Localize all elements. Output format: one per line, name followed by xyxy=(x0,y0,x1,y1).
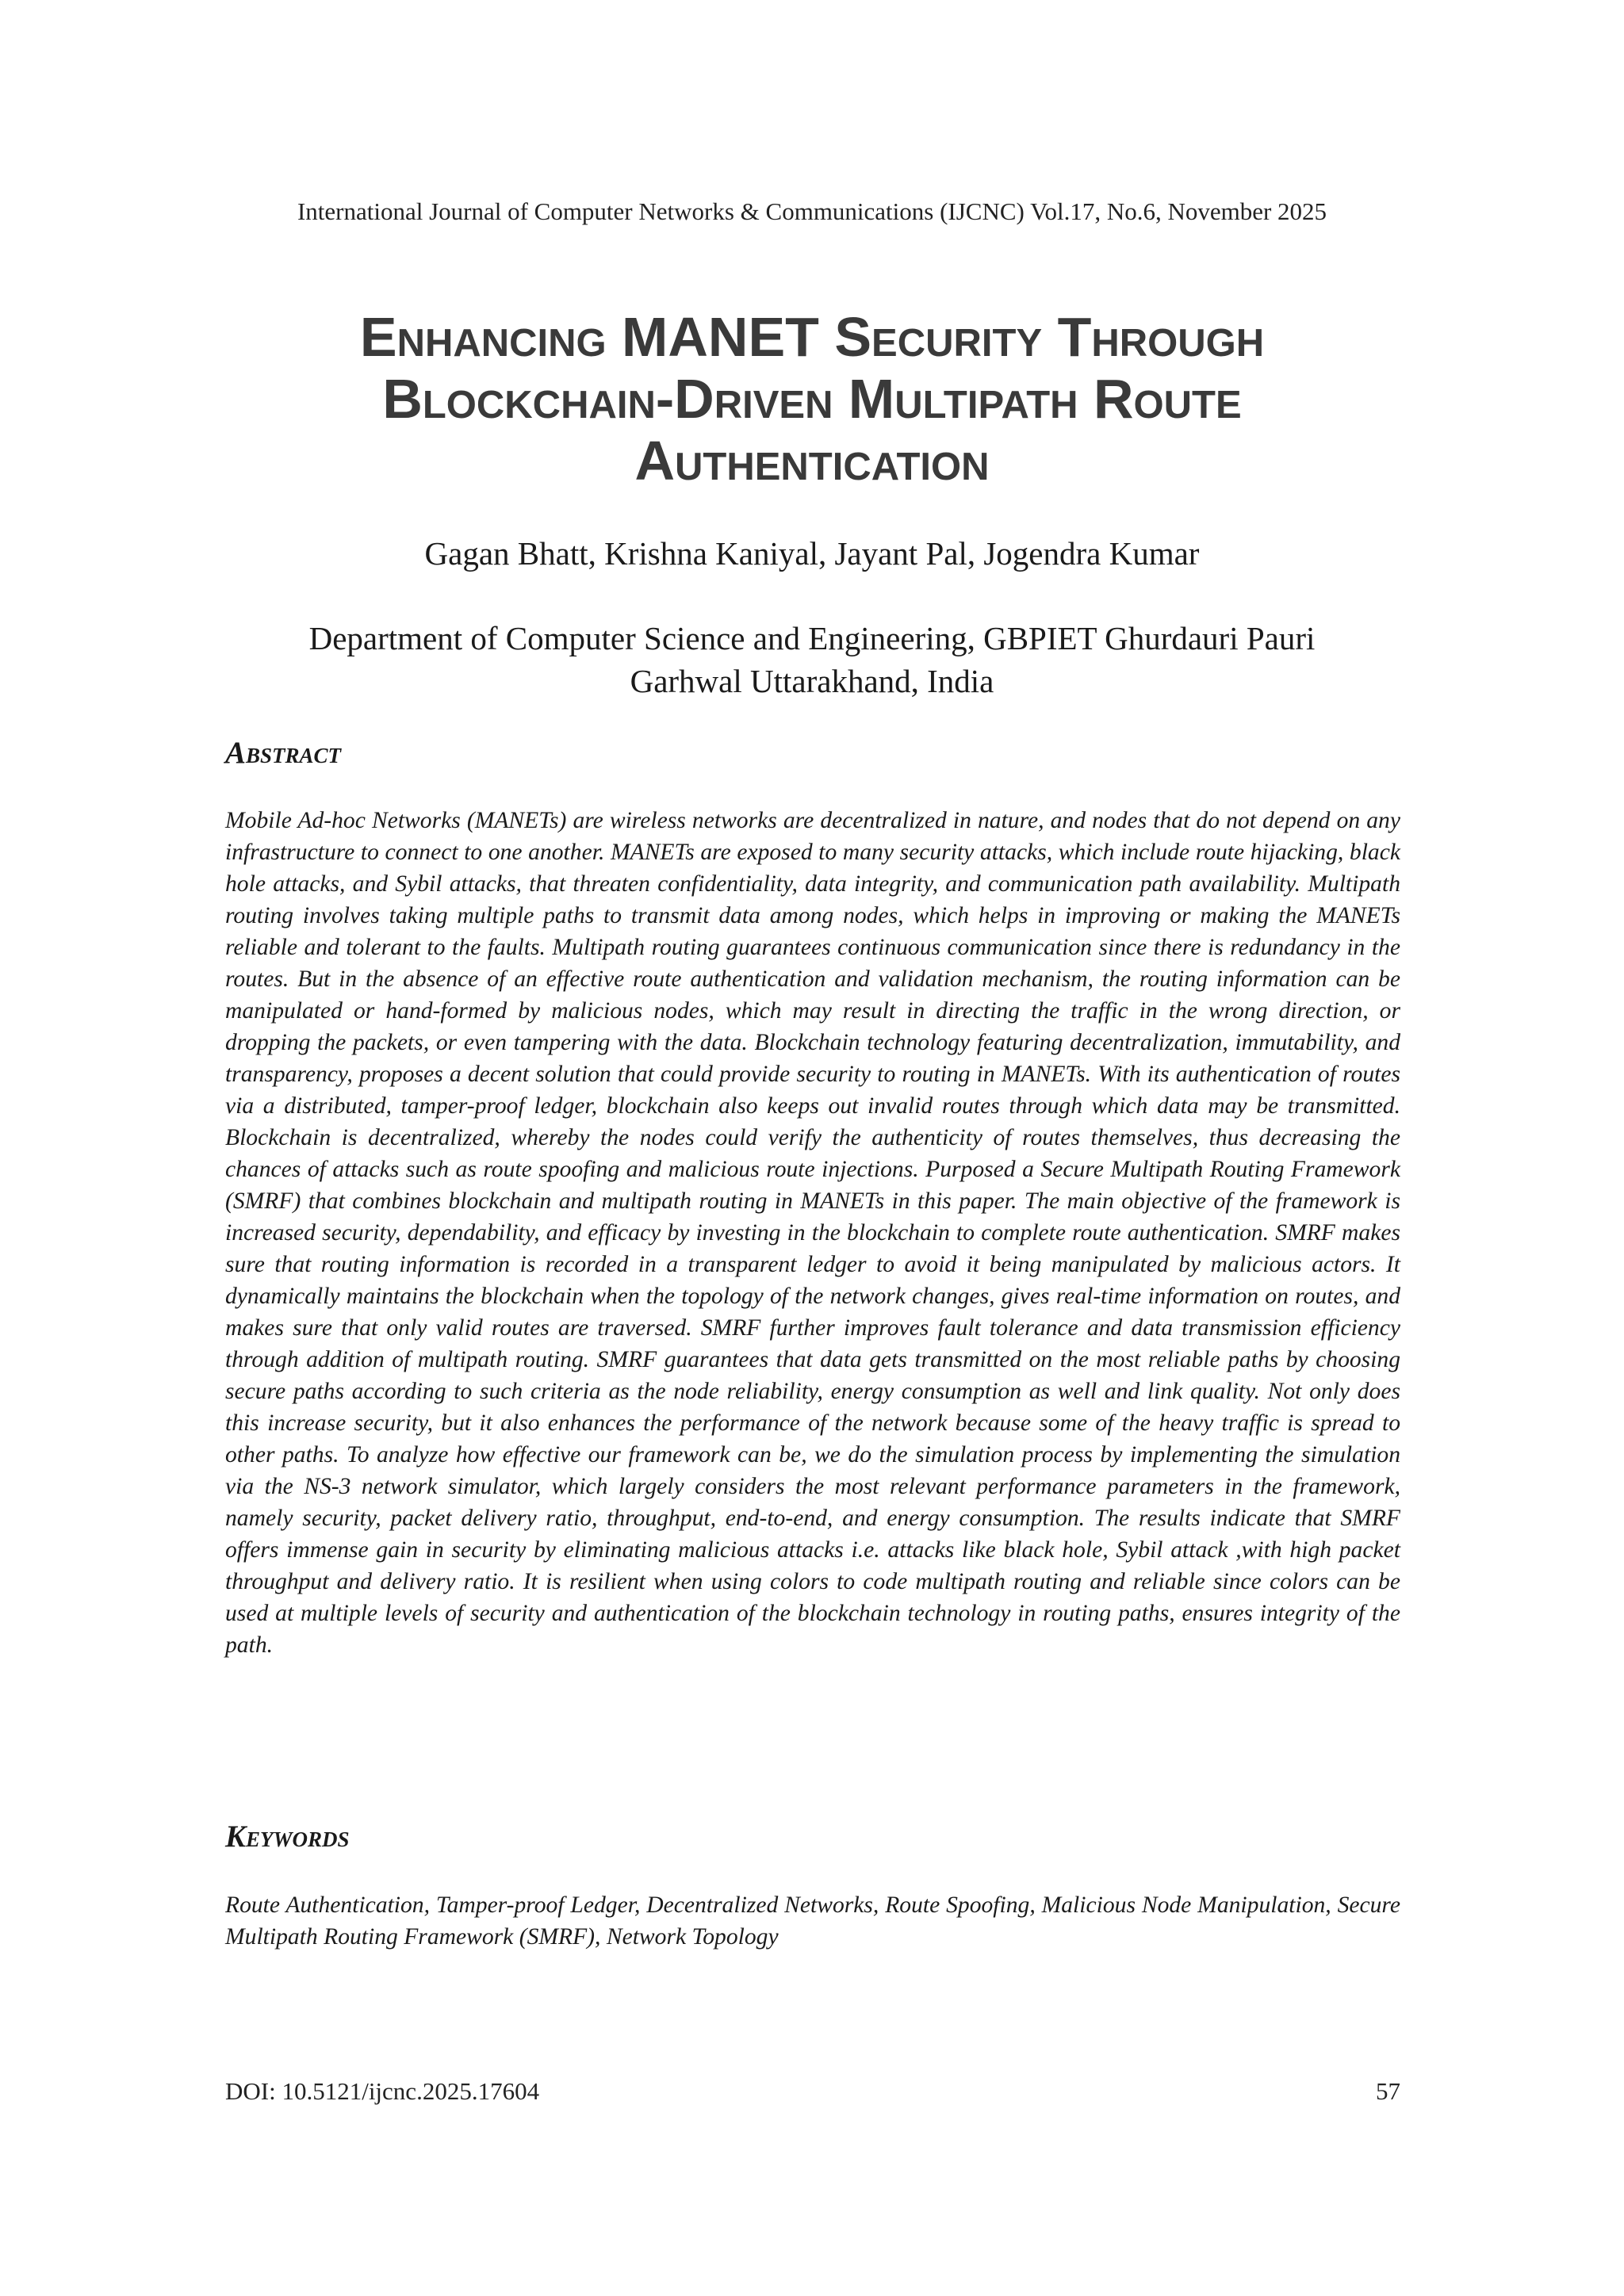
title-line-1: Enhancing MANET Security Through xyxy=(359,306,1265,368)
affiliation-line-2: Garhwal Uttarakhand, India xyxy=(630,663,994,699)
running-header: International Journal of Computer Networks & Communications (IJCNC) Vol.17, No.6, November 2025 xyxy=(297,197,1327,225)
keywords-text: Route Authentication, Tamper-proof Ledger, Decentralized Networks, Route Spoofing, Malicious Node Manipulation, Secure Multipath Routing Framework (SMRF), Network Topology xyxy=(225,1892,1400,1950)
paper-title xyxy=(159,306,1465,492)
abstract-heading: Abstract xyxy=(225,736,342,770)
abstract-text: Mobile Ad-hoc Networks (MANETs) are wireless networks are decentralized in nature, and nodes that do not depend on any infrastructure to connect to one another. MANETs are exposed to many security attacks, which include route hijacking, black hole attacks, and Sybil attacks, that threaten confidentiality, data integrity, and communication path availability. Multipath routing involves taking multiple paths to transmit data among nodes, which helps in improving or making the MANETs reliable and tolerant to the faults. Multipath routing guarantees continuous communication since there is redundancy in the routes. But in the absence of an effective route authentication and validation mechanism, the routing information can be manipulated or hand-formed by malicious nodes, which may result in directing the traffic in the wrong direction, or dropping the packets, or even tampering with the data. Blockchain technology featuring decentralization, immutability, and transparency, proposes a decent solution that could provide security to routing in MANETs. With its authentication of routes via a distributed, tamper-proof ledger, blockchain also keeps out invalid routes through which data may be transmitted. Blockchain is decentralized, whereby the nodes could verify the authenticity of routes themselves, thus decreasing the chances of attacks such as route spoofing and malicious route injections. Purposed a Secure Multipath Routing Framework (SMRF) that combines blockchain and multipath routing in MANETs in this paper. The main objective of the framework is increased security, dependability, and efficacy by investing in the blockchain to complete route authentication. SMRF makes sure that routing information is recorded in a transparent ledger to avoid it being manipulated by malicious actors. It dynamically maintains the blockchain when the topology of the network changes, gives real-time information on routes, and makes sure that only valid routes are traversed. SMRF further improves fault tolerance and data transmission efficiency through addition of multipath routing. SMRF guarantees that data gets transmitted on the most reliable paths by choosing secure paths according to such criteria as the node reliability, energy consumption as well and link quality. Not only does this increase security, but it also enhances the performance of the network because some of the heavy traffic is spread to other paths. To analyze how effective our framework can be, we do the simulation process by implementing the simulation via the NS-3 network simulator, which largely considers the most relevant performance parameters in the framework, namely security, packet delivery ratio, throughput, end-to-end, and energy consumption. The results indicate that SMRF offers immense gain in security by eliminating malicious attacks i.e. attacks like black hole, Sybil attack ,with high packet throughput and delivery ratio. It is resilient when using colors to code multipath routing and reliable since colors can be used at multiple levels of security and authentication of the blockchain technology in routing paths, ensures integrity of the path. xyxy=(225,808,1400,1658)
affiliation xyxy=(159,617,1465,702)
page-number: 57 xyxy=(1376,2077,1400,2105)
title-line-3: Authentication xyxy=(634,430,990,492)
author-list: Gagan Bhatt, Krishna Kaniyal, Jayant Pal, Jogendra Kumar xyxy=(424,535,1200,572)
title-line-2: Blockchain-Driven Multipath Route xyxy=(382,368,1242,430)
keywords-heading: Keywords xyxy=(225,1820,350,1854)
doi-footer: DOI: 10.5121/ijcnc.2025.17604 xyxy=(225,2077,540,2105)
affiliation-line-1: Department of Computer Science and Engineering, GBPIET Ghurdauri Pauri xyxy=(308,620,1316,656)
